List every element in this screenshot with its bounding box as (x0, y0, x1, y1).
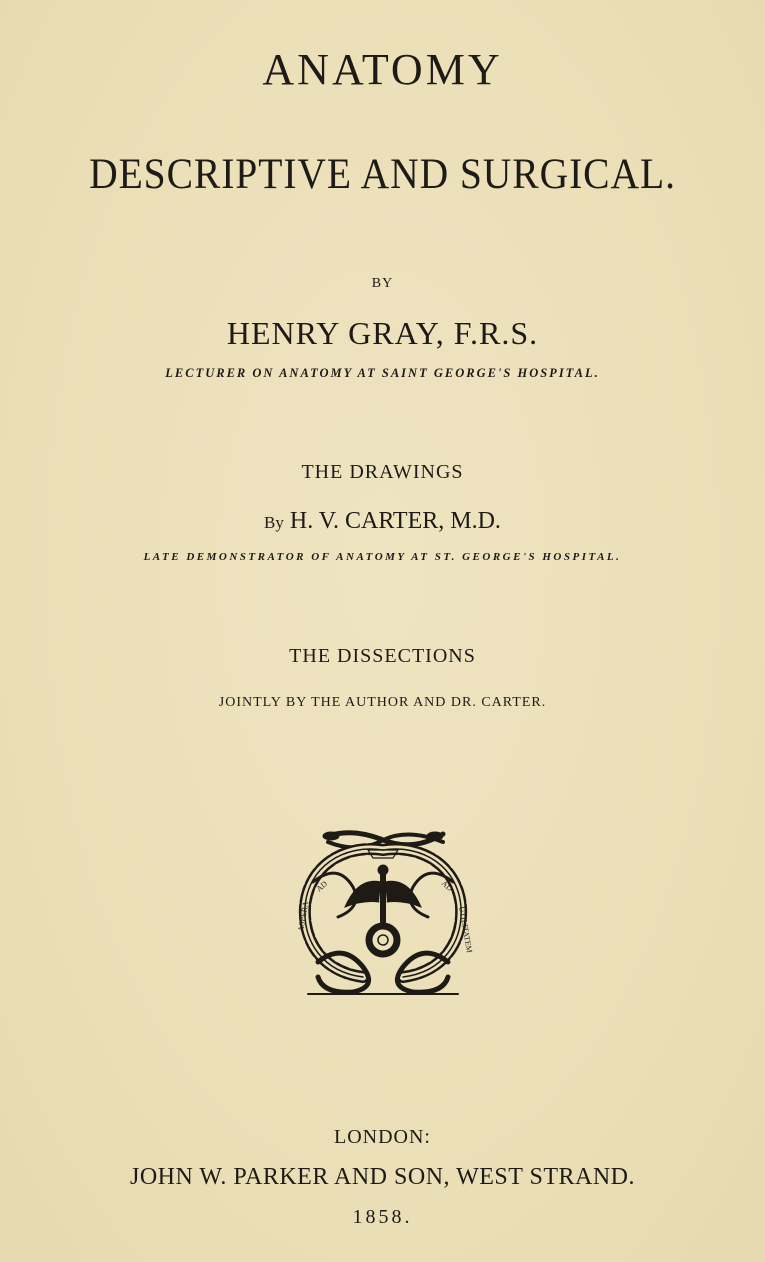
drawings-credit (0, 508, 765, 535)
svg-text:AD: AD (314, 879, 330, 894)
book-subtitle: DESCRIPTIVE AND SURGICAL. (89, 151, 676, 198)
book-title: ANATOMY (262, 45, 503, 94)
author-role: LECTURER ON ANATOMY AT SAINT GEORGE'S HOSPITAL. (165, 366, 600, 380)
imprint-publisher: JOHN W. PARKER AND SON, WEST STRAND. (130, 1164, 635, 1190)
author-name: HENRY GRAY, F.R.S. (226, 315, 539, 351)
drawings-heading: THE DRAWINGS (301, 461, 464, 483)
serpent-eagle-emblem-icon (283, 822, 483, 1000)
illustrator-role: LATE DEMONSTRATOR OF ANATOMY AT ST. GEORGE'S HOSPITAL. (143, 551, 622, 563)
imprint-place: LONDON: (334, 1126, 431, 1148)
drawings-by-prefix: By (264, 513, 284, 532)
dissections-heading: THE DISSECTIONS (289, 645, 476, 667)
illustrator-name: H. V. CARTER, M.D. (289, 508, 501, 534)
dissections-credit: JOINTLY BY THE AUTHOR AND DR. CARTER. (218, 695, 547, 710)
svg-text:UTILITATEM: UTILITATEM (457, 905, 475, 954)
svg-text:AD: AD (439, 878, 455, 893)
by-label: BY (371, 276, 394, 291)
imprint-year: 1858. (352, 1206, 413, 1228)
svg-text:ASPERA: ASPERA (296, 900, 311, 933)
